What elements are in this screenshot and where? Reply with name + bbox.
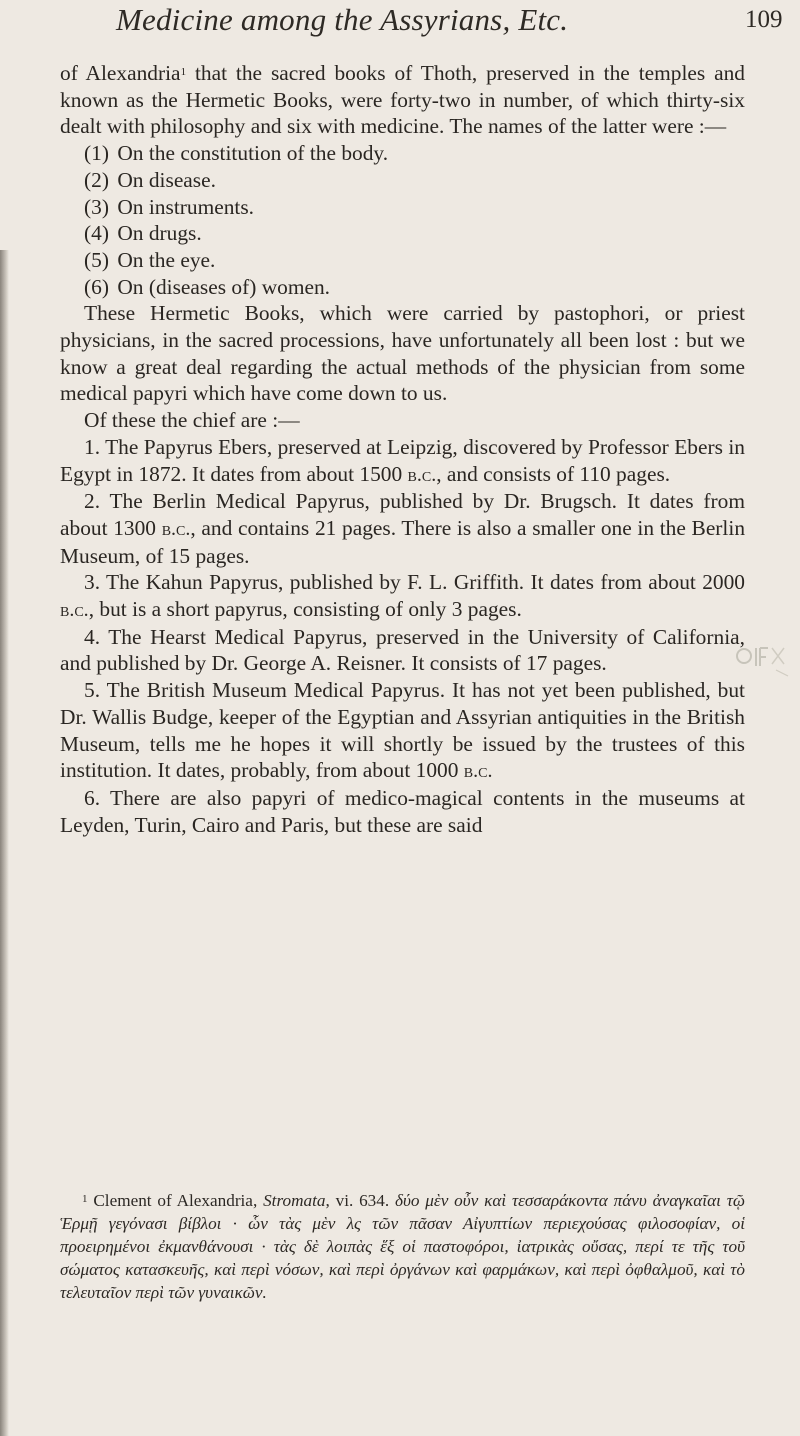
papyrus-item-berlin: 2. The Berlin Medical Papyrus, published by Dr. Brugsch. It dates from about 1300 b.c., and contains 21 pages. There is also a smaller one in the Berlin Museum, of 15 pages.	[60, 489, 746, 568]
papyrus-item-other-museums: 6. There are also papyri of medico-magical contents in the museums at Leyden, Turin, Cairo and Paris, but these are said	[60, 785, 745, 837]
intro-paragraph: of Alexandria$^1$ that the sacred books of Thoth, preserved in the temples and known as the Hermetic Books, were forty-two in number, of which thirty-six dealt with philosophy and six with medicine. The names of the latter were :—	[60, 61, 746, 139]
footnote-greek-quotation: δύο μὲν οὖν καὶ τεσσαράκοντα πάνυ ἀναγκαῖαι τῷ Ἑρμῇ γεγόνασι βίβλοι · ὧν τὰς μὲν λς τῶν πᾶσαν Αἰγυπτίων περιεχούσας φιλοσοφίαν, οἱ προειρημένοι ἐκμανθάνουσι · τὰς δὲ λοιπὰς ἕξ οἱ παστοφόροι, ἰατρικὰς οὔσας, περί τε τῆς τοῦ σώματος κατασκευῆς, καὶ περὶ νόσων, καὶ περὶ ὀργάνων καὶ φαρμάκων, καὶ περὶ ὀφθαλμοῦ, καὶ τὸ τελευταῖον περὶ τῶν γυναικῶν.	[60, 1191, 745, 1302]
list-item: (3) On instruments.	[84, 194, 255, 219]
footnote-marker: 1	[82, 1193, 88, 1205]
hermetic-books-list	[60, 140, 745, 300]
list-item: (1) On the constitution of the body.	[84, 141, 389, 166]
library-stamp-mark	[732, 636, 794, 682]
list-item: (6) On (diseases of) women.	[84, 274, 331, 299]
papyrus-item-ebers: 1. The Papyrus Ebers, preserved at Leipzig, discovered by Professor Ebers in Egypt in 1872. It dates from about 1500 b.c., and consists of 110 pages.	[60, 434, 745, 486]
list-item: (4) On drugs.	[84, 221, 202, 246]
footnote-work-title: Stromata	[263, 1191, 326, 1210]
body-text	[60, 60, 745, 838]
papyrus-item-british-museum: 5. The British Museum Medical Papyrus. It has not yet been published, but Dr. Wallis Budge, keeper of the Egyptian and Assyrian antiquities in the British Museum, tells me he hopes it will shortly be issued by the trustees of this institution. It dates, probably, from about 1000 b.c.	[60, 678, 745, 783]
page-number: 109	[745, 6, 783, 33]
footnote-reference: 1	[180, 66, 187, 78]
papyrus-item-kahun: 3. The Kahun Papyrus, published by F. L. Griffith. It dates from about 2000 b.c., but is a short papyrus, consisting of only 3 pages.	[60, 570, 745, 622]
papyrus-item-hearst: 4. The Hearst Medical Papyrus, preserved in the University of California, and published by Dr. George A. Reisner. It consists of 17 pages.	[60, 624, 745, 676]
running-title: Medicine among the Assyrians, Etc.	[116, 2, 569, 37]
page-header	[0, 0, 800, 40]
list-item: (2) On disease.	[84, 167, 216, 192]
footnote-text: $^1$ Clement of Alexandria, Stromata, vi. 634. δύο μὲν οὖν καὶ τεσσαράκοντα πάνυ ἀναγκαῖαι τῷ Ἑρμῇ γεγόνασι βίβλοι · ὧν τὰς μὲν λς τῶν πᾶσαν Αἰγυπτίων περιεχούσας φιλοσοφίαν, οἱ προειρημένοι ἐκμανθάνουσι · τὰς δὲ λοιπὰς ἕξ οἱ παστοφόροι, ἰατρικὰς οὔσας, περί τε τῆς τοῦ σώματος κατασκευῆς, καὶ περὶ νόσων, καὶ περὶ ὀργάνων καὶ φαρμάκων, καὶ περὶ ὀφθαλμοῦ, καὶ τὸ τελευταῖον περὶ τῶν γυναικῶν.	[60, 1191, 745, 1302]
footnote	[60, 1189, 745, 1304]
paragraph-lost-books: These Hermetic Books, which were carried by pastophori, or priest physicians, in the sacred processions, have unfortunately all been lost : but we know a great deal regarding the actual methods of the physician from some medical papyri which have come down to us.	[60, 301, 745, 406]
page-gutter-shadow	[0, 250, 9, 1436]
paragraph-chief-papyri: Of these the chief are :—	[84, 408, 300, 433]
list-item: (5) On the eye.	[84, 247, 216, 272]
